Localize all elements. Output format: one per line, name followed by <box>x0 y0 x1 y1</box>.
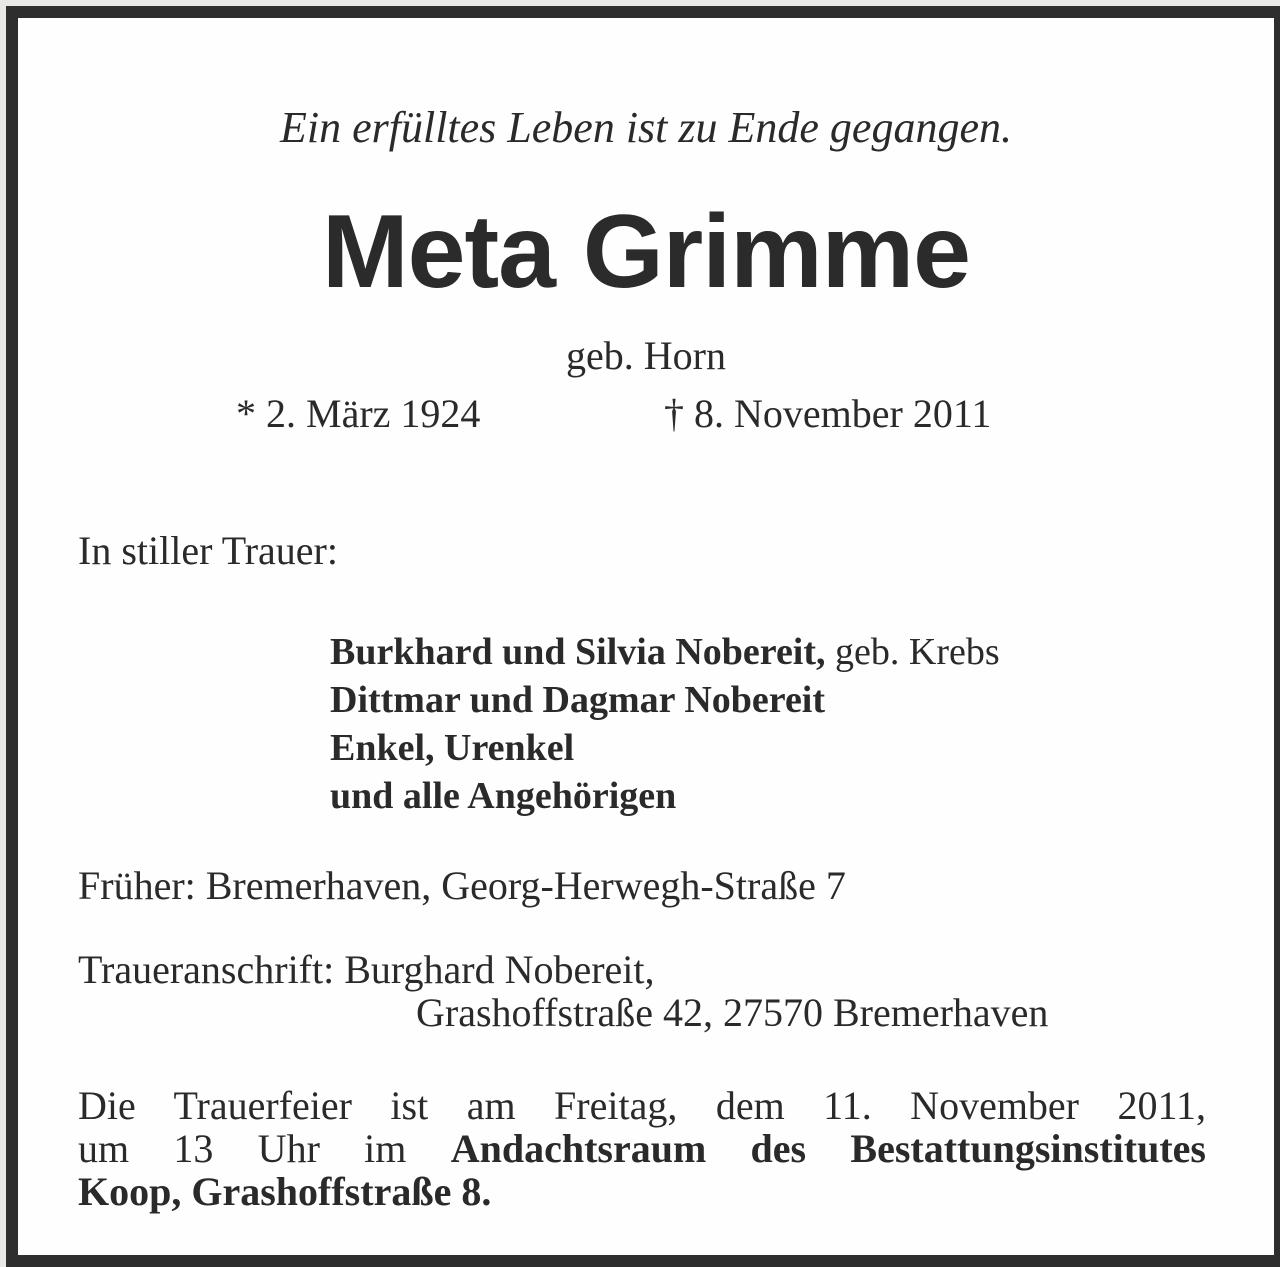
ceremony-line <box>78 1127 1206 1170</box>
ceremony-time: um 13 Uhr im <box>78 1126 451 1171</box>
obituary-frame <box>6 6 1280 1267</box>
mourner-name: Dittmar und Dagmar Nobereit <box>330 679 826 721</box>
obituary-content <box>18 18 1274 1255</box>
mourner-row <box>330 628 1000 676</box>
ceremony-line: Die Trauerfeier ist am Freitag, dem 11. November 2011, <box>78 1083 1206 1128</box>
mourning-intro: In stiller Trauer: <box>78 528 338 573</box>
ceremony-venue: Andachtsraum des Bestattungsinstitutes <box>450 1126 1206 1171</box>
mourning-address-line1: Traueranschrift: Burghard Nobereit, <box>78 947 655 992</box>
mourner-name: Burkhard und Silvia Nobereit, <box>330 631 826 673</box>
ceremony-venue-address: Koop, Grashoffstraße 8. <box>78 1169 492 1214</box>
ceremony-info <box>78 1084 1206 1213</box>
maiden-name: geb. Horn <box>566 333 726 378</box>
mourners-list <box>330 628 1000 820</box>
birth-date: * 2. März 1924 <box>236 391 481 436</box>
mourner-name: und alle Angehörigen <box>330 775 677 817</box>
deceased-name: Meta Grimme <box>322 194 970 310</box>
mourning-address-line2: Grashoffstraße 42, 27570 Bremerhaven <box>416 990 1049 1035</box>
mourner-row <box>330 724 1000 772</box>
death-date: † 8. November 2011 <box>664 391 992 436</box>
motto: Ein erfülltes Leben ist zu Ende gegangen. <box>280 103 1012 152</box>
former-address: Früher: Bremerhaven, Georg-Herwegh-Straße 7 <box>78 863 846 908</box>
mourner-note: geb. Krebs <box>825 631 1000 673</box>
mourner-row <box>330 676 1000 724</box>
mourner-row <box>330 772 1000 820</box>
mourner-name: Enkel, Urenkel <box>330 727 575 769</box>
